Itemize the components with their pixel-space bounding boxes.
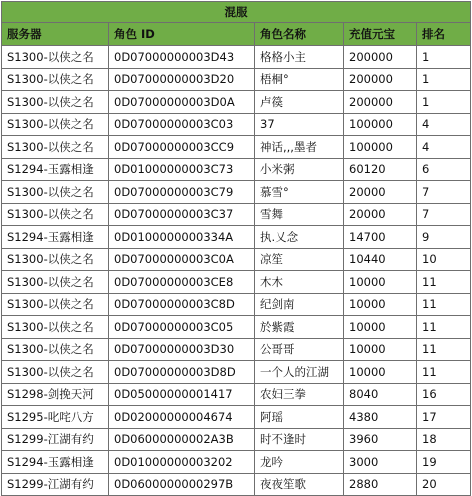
cell-rank[interactable]: 1 [417, 91, 471, 114]
cell-server[interactable]: S1299-江湖有约 [2, 473, 109, 496]
cell-role-id[interactable]: 0D07000000003C8D [109, 293, 255, 316]
cell-rank[interactable]: 4 [417, 136, 471, 159]
cell-role-name[interactable]: 木木 [255, 271, 344, 294]
cell-recharge[interactable]: 10000 [344, 271, 417, 294]
cell-recharge[interactable]: 10000 [344, 338, 417, 361]
cell-role-id[interactable]: 0D07000000003CE8 [109, 271, 255, 294]
cell-role-id[interactable]: 0D07000000003C05 [109, 316, 255, 339]
cell-server[interactable]: S1300-以侠之名 [2, 113, 109, 136]
table-row [2, 428, 471, 451]
cell-role-name[interactable]: 梧桐° [255, 68, 344, 91]
cell-rank[interactable]: 11 [417, 316, 471, 339]
table-row [2, 136, 471, 159]
cell-server[interactable]: S1300-以侠之名 [2, 136, 109, 159]
table-row [2, 46, 471, 69]
table-row [2, 451, 471, 474]
cell-rank[interactable]: 19 [417, 451, 471, 474]
table-row [2, 68, 471, 91]
cell-rank[interactable]: 17 [417, 406, 471, 429]
cell-recharge[interactable]: 200000 [344, 68, 417, 91]
table-row [2, 203, 471, 226]
cell-role-name[interactable]: 龙吟 [255, 451, 344, 474]
header-row [2, 23, 471, 46]
cell-role-name[interactable]: 公哥哥 [255, 338, 344, 361]
cell-server[interactable]: S1294-玉露相逢 [2, 158, 109, 181]
cell-rank[interactable]: 1 [417, 46, 471, 69]
cell-server[interactable]: S1300-以侠之名 [2, 68, 109, 91]
cell-recharge[interactable]: 10440 [344, 248, 417, 271]
cell-role-name[interactable]: 阿瑶 [255, 406, 344, 429]
header-role-id[interactable]: 角色 ID [109, 23, 255, 46]
cell-rank[interactable]: 16 [417, 383, 471, 406]
cell-role-id[interactable]: 0D07000000003C03 [109, 113, 255, 136]
cell-role-name[interactable]: 一个人的江湖 [255, 361, 344, 384]
cell-role-id[interactable]: 0D01000000003202 [109, 451, 255, 474]
table-row [2, 338, 471, 361]
cell-rank[interactable]: 1 [417, 68, 471, 91]
cell-role-name[interactable]: 农妇三拳 [255, 383, 344, 406]
cell-rank[interactable]: 11 [417, 361, 471, 384]
table-row [2, 473, 471, 496]
cell-server[interactable]: S1300-以侠之名 [2, 91, 109, 114]
cell-rank[interactable]: 4 [417, 113, 471, 136]
cell-role-id[interactable]: 0D05000000001417 [109, 383, 255, 406]
cell-role-id[interactable]: 0D02000000004674 [109, 406, 255, 429]
table-row [2, 271, 471, 294]
cell-server[interactable]: S1300-以侠之名 [2, 181, 109, 204]
table-row [2, 158, 471, 181]
cell-role-id[interactable]: 0D07000000003C79 [109, 181, 255, 204]
cell-recharge[interactable]: 4380 [344, 406, 417, 429]
cell-rank[interactable]: 11 [417, 293, 471, 316]
cell-recharge[interactable]: 10000 [344, 316, 417, 339]
cell-rank[interactable]: 7 [417, 203, 471, 226]
cell-rank[interactable]: 18 [417, 428, 471, 451]
cell-recharge[interactable]: 14700 [344, 226, 417, 249]
cell-server[interactable]: S1300-以侠之名 [2, 361, 109, 384]
cell-recharge[interactable]: 8040 [344, 383, 417, 406]
cell-recharge[interactable]: 3000 [344, 451, 417, 474]
table-row [2, 406, 471, 429]
cell-recharge[interactable]: 20000 [344, 203, 417, 226]
cell-role-name[interactable]: 纪剑南 [255, 293, 344, 316]
title-row [2, 2, 471, 23]
cell-recharge[interactable]: 60120 [344, 158, 417, 181]
cell-server[interactable]: S1300-以侠之名 [2, 316, 109, 339]
table-row [2, 226, 471, 249]
header-role-name[interactable]: 角色名称 [255, 23, 344, 46]
header-server[interactable]: 服务器 [2, 23, 109, 46]
cell-recharge[interactable]: 100000 [344, 136, 417, 159]
table-title: 混服 [2, 2, 471, 23]
table-row [2, 181, 471, 204]
cell-role-name[interactable]: 37 [255, 113, 344, 136]
header-recharge[interactable]: 充值元宝 [344, 23, 417, 46]
cell-role-id[interactable]: 0D0100000000334A [109, 226, 255, 249]
cell-role-name[interactable]: 雪舞 [255, 203, 344, 226]
cell-server[interactable]: S1300-以侠之名 [2, 338, 109, 361]
cell-server[interactable]: S1294-玉露相逢 [2, 226, 109, 249]
cell-server[interactable]: S1299-江湖有约 [2, 428, 109, 451]
cell-role-name[interactable]: 於紫霞 [255, 316, 344, 339]
cell-server[interactable]: S1295-叱咤八方 [2, 406, 109, 429]
cell-server[interactable]: S1300-以侠之名 [2, 46, 109, 69]
cell-server[interactable]: S1298-剑挽天河 [2, 383, 109, 406]
cell-recharge[interactable]: 200000 [344, 46, 417, 69]
cell-server[interactable]: S1300-以侠之名 [2, 248, 109, 271]
cell-recharge[interactable]: 3960 [344, 428, 417, 451]
cell-role-id[interactable]: 0D07000000003C37 [109, 203, 255, 226]
cell-role-id[interactable]: 0D07000000003D30 [109, 338, 255, 361]
cell-role-id[interactable]: 0D07000000003D20 [109, 68, 255, 91]
cell-recharge[interactable]: 200000 [344, 91, 417, 114]
table-row [2, 361, 471, 384]
cell-role-id[interactable]: 0D07000000003D8D [109, 361, 255, 384]
cell-role-name[interactable]: 小米粥 [255, 158, 344, 181]
cell-role-name[interactable]: 慕雪° [255, 181, 344, 204]
table-row [2, 248, 471, 271]
cell-role-id[interactable]: 0D07000000003D43 [109, 46, 255, 69]
cell-role-id[interactable]: 0D07000000003C0A [109, 248, 255, 271]
cell-rank[interactable]: 20 [417, 473, 471, 496]
cell-recharge[interactable]: 2880 [344, 473, 417, 496]
table-row [2, 383, 471, 406]
table-row [2, 91, 471, 114]
cell-recharge[interactable]: 20000 [344, 181, 417, 204]
cell-role-name[interactable]: 神话,,,墨者 [255, 136, 344, 159]
cell-role-name[interactable]: 凉笙 [255, 248, 344, 271]
cell-role-id[interactable]: 0D07000000003D0A [109, 91, 255, 114]
cell-rank[interactable]: 10 [417, 248, 471, 271]
cell-recharge[interactable]: 10000 [344, 293, 417, 316]
cell-recharge[interactable]: 100000 [344, 113, 417, 136]
cell-server[interactable]: S1300-以侠之名 [2, 203, 109, 226]
cell-server[interactable]: S1294-玉露相逢 [2, 451, 109, 474]
cell-recharge[interactable]: 10000 [344, 361, 417, 384]
cell-role-id[interactable]: 0D06000000002A3B [109, 428, 255, 451]
header-rank[interactable]: 排名 [417, 23, 471, 46]
cell-role-name[interactable]: 卢篌 [255, 91, 344, 114]
cell-role-name[interactable]: 时不逢时 [255, 428, 344, 451]
cell-role-id[interactable]: 0D01000000003C73 [109, 158, 255, 181]
cell-role-name[interactable]: 执.乂念 [255, 226, 344, 249]
table-row [2, 316, 471, 339]
cell-server[interactable]: S1300-以侠之名 [2, 293, 109, 316]
cell-rank[interactable]: 9 [417, 226, 471, 249]
cell-rank[interactable]: 7 [417, 181, 471, 204]
table-body [2, 46, 471, 496]
ranking-table [1, 1, 471, 496]
cell-role-id[interactable]: 0D07000000003CC9 [109, 136, 255, 159]
cell-rank[interactable]: 6 [417, 158, 471, 181]
cell-rank[interactable]: 11 [417, 271, 471, 294]
cell-role-name[interactable]: 夜夜笙歌 [255, 473, 344, 496]
cell-server[interactable]: S1300-以侠之名 [2, 271, 109, 294]
table-row [2, 113, 471, 136]
cell-rank[interactable]: 11 [417, 338, 471, 361]
table-row [2, 293, 471, 316]
cell-role-id[interactable]: 0D0600000000297B [109, 473, 255, 496]
cell-role-name[interactable]: 格格小主 [255, 46, 344, 69]
